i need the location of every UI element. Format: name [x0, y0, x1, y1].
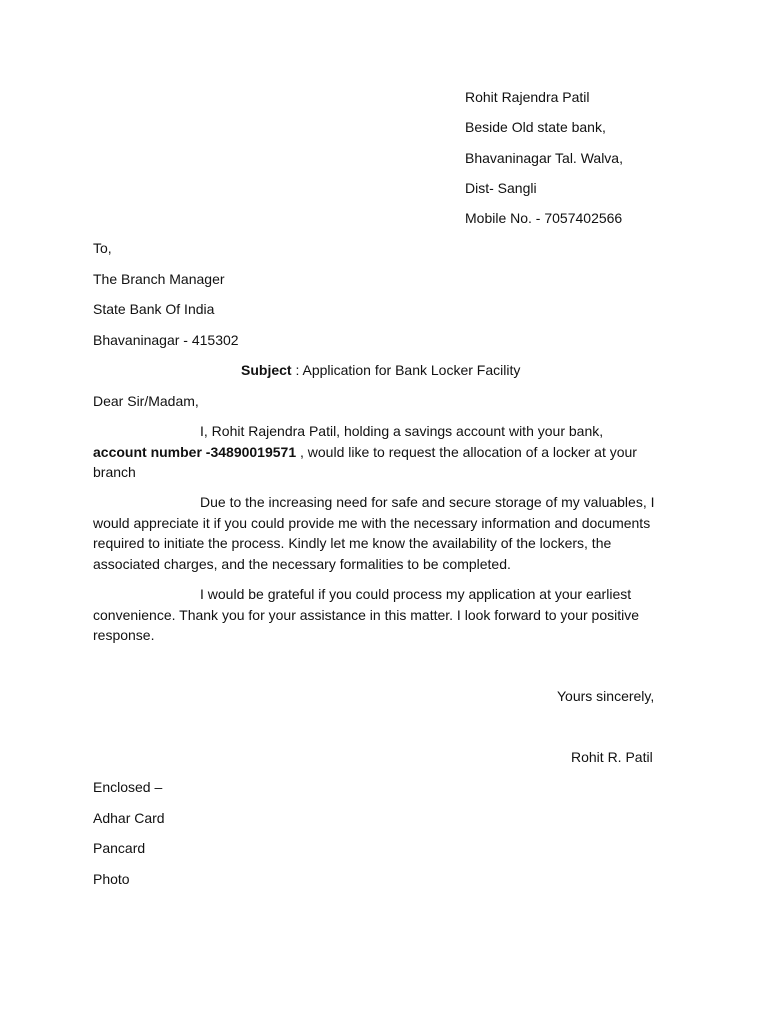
enclosure-item-pancard: Pancard [93, 840, 146, 856]
recipient-place: Bhavaninagar - 415302 [93, 332, 239, 348]
signature-name: Rohit R. Patil [571, 749, 653, 765]
body-paragraph-3 [93, 584, 675, 646]
enclosure-item-adhar-card: Adhar Card [93, 810, 165, 826]
salutation: Dear Sir/Madam, [93, 393, 199, 409]
paragraph-3-text: I would be grateful if you could process my application at your earliest convenience. Thank you for your assistance in this matter. I look forward to your positive response. [93, 586, 640, 643]
body-paragraph-1 [93, 421, 675, 483]
recipient-to: To, [93, 240, 112, 256]
sender-name: Rohit Rajendra Patil [465, 89, 590, 105]
sign-off: Yours sincerely, [557, 688, 655, 704]
subject-label: Subject [241, 362, 292, 378]
account-number: account number -34890019571 [93, 443, 297, 460]
paragraph-1-rest: , would like to request the allocation of a locker at your branch [93, 443, 637, 480]
sender-mobile: Mobile No. - 7057402566 [465, 210, 623, 226]
enclosure-item-photo: Photo [93, 871, 130, 887]
sender-address-line-3: Dist- Sangli [465, 180, 537, 196]
body-paragraph-2 [93, 492, 675, 574]
sender-address-line-1: Beside Old state bank, [465, 119, 606, 135]
paragraph-1-opening: I, Rohit Rajendra Patil, holding a savings account with your bank, [200, 423, 604, 439]
enclosures-heading: Enclosed – [93, 779, 163, 795]
paragraph-2-text: Due to the increasing need for safe and secure storage of my valuables, I would appreciate it if you could provide me with the necessary information and documents required to initiate the process. Kindly let me know the availability of the lockers, the associated charges, and the necessary formalities to be completed. [93, 494, 655, 572]
subject-text: : Application for Bank Locker Facility [291, 362, 521, 378]
sender-address-line-2: Bhavaninagar Tal. Walva, [465, 150, 623, 166]
recipient-title: The Branch Manager [93, 271, 225, 287]
subject-line [241, 360, 520, 380]
recipient-bank: State Bank Of India [93, 301, 215, 317]
